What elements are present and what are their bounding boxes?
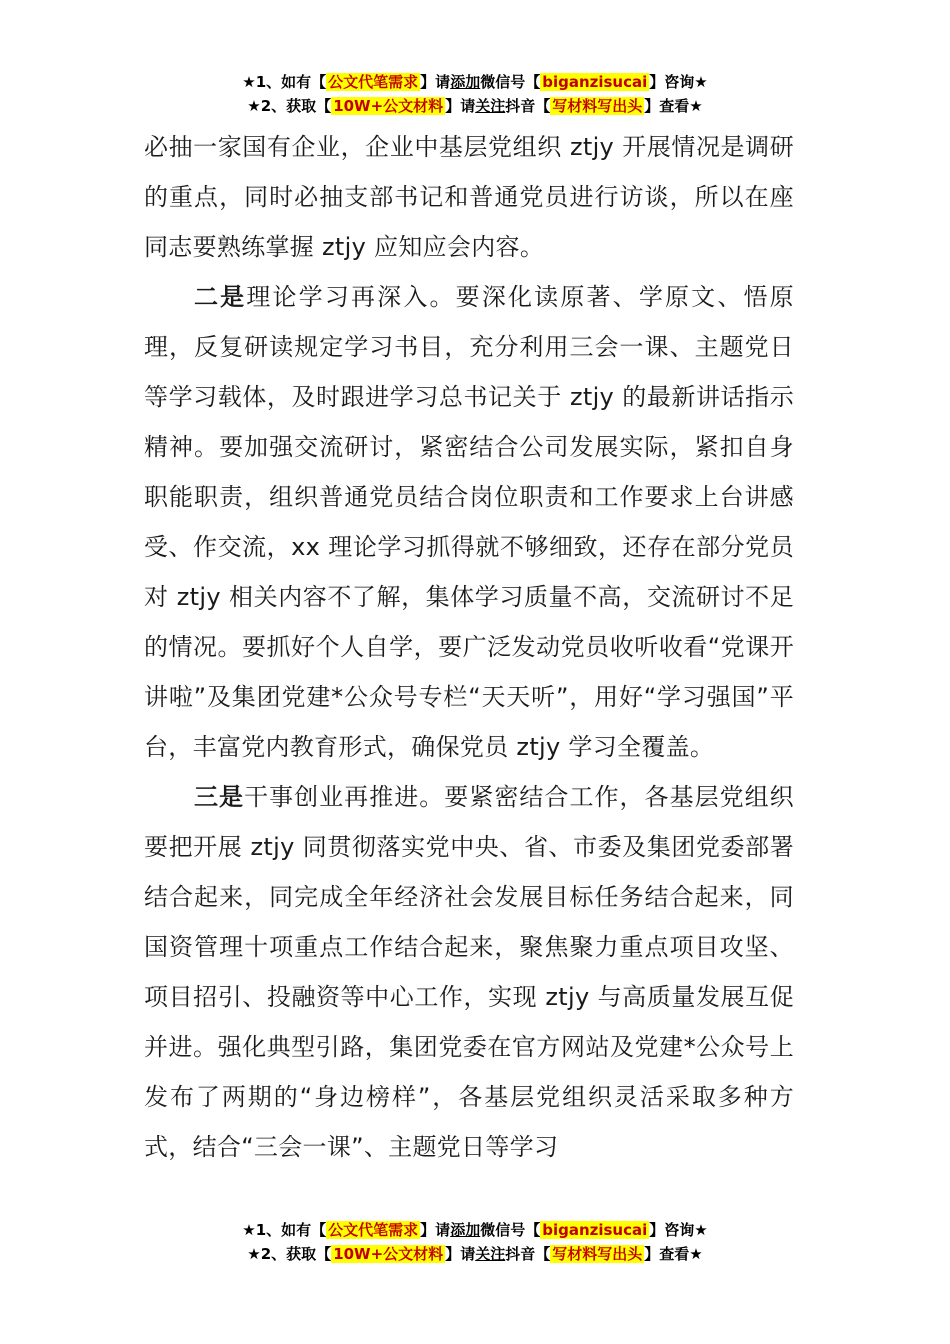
banner-text: 】查看★: [644, 1245, 703, 1263]
banner-highlight: 公文代笔需求: [328, 1221, 419, 1239]
banner-text: 】请: [420, 73, 451, 91]
banner-text: 】请: [445, 1245, 476, 1263]
banner-line-1: [0, 70, 950, 94]
banner-text: 抖音【: [505, 97, 551, 115]
banner-text: 微信号【: [480, 1221, 541, 1239]
banner-text: 】咨询★: [649, 1221, 708, 1239]
footer-banner: [0, 1218, 950, 1266]
paragraph-1: 必抽一家国有企业，企业中基层党组织 ztjy 开展情况是调研的重点，同时必抽支部书记和普通党员进行访谈，所以在座同志要熟练掌握 ztjy 应知应会内容。: [144, 133, 794, 261]
banner-text: 添加: [450, 73, 481, 91]
banner-highlight: 公文代笔需求: [328, 73, 419, 91]
banner-highlight: 写材料写出头: [552, 1245, 643, 1263]
paragraph-3: [144, 772, 794, 1172]
banner-text: 抖音【: [505, 1245, 551, 1263]
banner-text: 】查看★: [644, 97, 703, 115]
document-body: [144, 122, 794, 1172]
banner-text: 微信号【: [480, 73, 541, 91]
banner-text: 】请: [420, 1221, 451, 1239]
banner-line-2: [0, 1242, 950, 1266]
paragraph-2: [144, 272, 794, 772]
banner-text: ★1、如有【: [242, 1221, 327, 1239]
paragraph-lead: 二是: [194, 283, 247, 311]
banner-text: ★1、如有【: [242, 73, 327, 91]
header-banner: [0, 70, 950, 118]
banner-line-1: [0, 1218, 950, 1242]
banner-text: 关注: [475, 1245, 506, 1263]
banner-text: 添加: [450, 1221, 481, 1239]
banner-highlight: 写材料写出头: [552, 97, 643, 115]
banner-text: ★2、获取【: [247, 97, 332, 115]
banner-highlight: 10W+公文材料: [333, 1245, 444, 1263]
paragraph-text: 干事创业再推进。要紧密结合工作，各基层党组织要把开展 ztjy 同贯彻落实党中央、省、市委及集团党委部署结合起来，同完成全年经济社会发展目标任务结合起来，同国资管理十项重点工作结合起来，聚焦聚力重点项目攻坚、项目招引、投融资等中心工作，实现 ztjy 与高质量发展互促并进。强化典型引路，集团党委在官方网站及党建*公众号上发布了两期的“身边榜样”，各基层党组织灵活采取多种方式，结合“三会一课”、主题党日等学习: [144, 783, 794, 1161]
banner-text: 】咨询★: [649, 73, 708, 91]
banner-highlight: 10W+公文材料: [333, 97, 444, 115]
banner-line-2: [0, 94, 950, 118]
banner-highlight: biganzisucai: [542, 1221, 648, 1239]
paragraph-lead: 三是: [194, 783, 245, 811]
banner-text: ★2、获取【: [247, 1245, 332, 1263]
banner-text: 关注: [475, 97, 506, 115]
paragraph-text: 理论学习再深入。要深化读原著、学原文、悟原理，反复研读规定学习书目，充分利用三会一课、主题党日等学习载体，及时跟进学习总书记关于 ztjy 的最新讲话指示精神。要加强交流研讨，紧密结合公司发展实际，紧扣自身职能职责，组织普通党员结合岗位职责和工作要求上台讲感受、作交流，xx 理论学习抓得就不够细致，还存在部分党员对 ztjy 相关内容不了解，集体学习质量不高，交流研讨不足的情况。要抓好个人自学，要广泛发动党员收听收看“党课开讲啦”及集团党建*公众号专栏“天天听”，用好“学习强国”平台，丰富党内教育形式，确保党员 ztjy 学习全覆盖。: [144, 283, 794, 761]
banner-highlight: biganzisucai: [542, 73, 648, 91]
banner-text: 】请: [445, 97, 476, 115]
